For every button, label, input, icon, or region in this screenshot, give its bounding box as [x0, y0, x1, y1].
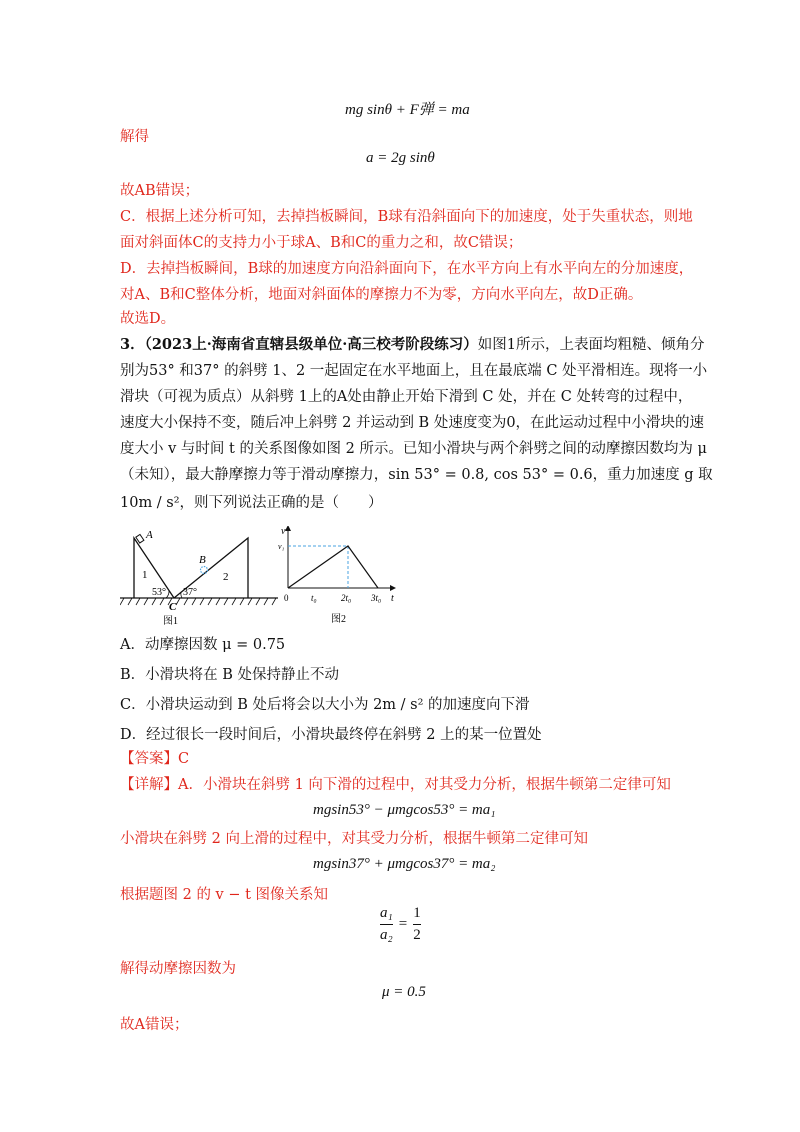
option-a: A．动摩擦因数 μ = 0.75: [120, 637, 286, 653]
question-3-line-1: [120, 334, 705, 356]
fraction-lhs-numerator: a₁: [380, 905, 393, 921]
equation-slide-up: mgsin37° + μmgcos37° = ma₂: [313, 856, 496, 872]
vt-relation-text: 根据题图 2 的 v − t 图像关系知: [120, 887, 329, 903]
question-source: （2023上·海南省直辖县级单位·高三校考阶段练习）: [144, 336, 478, 353]
question-3-line-7: 10m / s²，则下列说法正确的是（ ）: [120, 495, 383, 511]
option-d-explanation-2: 对A、B和C整体分析，地面对斜面体的摩擦力不为零，方向水平向左，故D正确。: [120, 287, 643, 303]
question-3-line-3: 滑块（可视为质点）从斜劈 1上的A处由静止开始下滑到 C 处，并在 C 处转弯的过程中，: [120, 389, 693, 405]
jie-de-label: 解得: [120, 129, 149, 145]
answer-value: C: [178, 751, 190, 767]
fig1-label-c: C: [169, 601, 177, 613]
question-3-line-2: 别为53° 和37° 的斜劈 1、2 一起固定在水平地面上，且在最底端 C 处平滑相连。现将一小: [120, 363, 708, 379]
option-c: C．小滑块运动到 B 处后将会以大小为 2m / s² 的加速度向下滑: [120, 697, 530, 713]
answer-label: 【答案】: [120, 751, 178, 767]
fig2-axis-v: v: [281, 526, 286, 537]
fig1-angle-37: 37°: [183, 587, 197, 598]
question-3-text-1: 如图1所示，上表面均粗糙、倾角分: [477, 337, 705, 353]
choose-d: 故选D。: [120, 311, 176, 327]
fig2-origin-label: 0: [284, 593, 289, 603]
fraction-rhs: [413, 905, 421, 944]
fraction-equals: =: [398, 916, 408, 932]
fig1-label-a: A: [146, 529, 153, 541]
equation-slide-down: mgsin53° − μmgcos53° = ma₁: [313, 802, 496, 818]
solve-mu-text: 解得动摩擦因数为: [120, 961, 236, 977]
fraction-lhs-denominator: a₂: [380, 927, 393, 943]
option-d: D．经过很长一段时间后，小滑块最终停在斜劈 2 上的某一位置处: [120, 727, 542, 743]
option-c-explanation-2: 面对斜面体C的支持力小于球A、B和C的重力之和，故C错误；: [120, 235, 523, 251]
fraction-rhs-numerator: 1: [413, 905, 421, 921]
option-c-explanation-1: C．根据上述分析可知，去掉挡板瞬间，B球有沿斜面向下的加速度，处于失重状态，则地: [120, 209, 693, 225]
question-3-line-4: 速度大小保持不变，随后冲上斜劈 2 并运动到 B 处速度变为0，在此运动过程中小滑块的速: [120, 415, 705, 431]
fig2-vt-series-line: [288, 546, 378, 588]
fig2-caption: 图2: [331, 614, 346, 625]
answer-line: [120, 748, 189, 770]
fig1-angle-53: 53°: [152, 587, 166, 598]
question-number: 3．: [120, 336, 145, 353]
question-3-line-6: （未知），最大静摩擦力等于滑动摩擦力，sin 53° = 0.8, cos 53° = 0.6，重力加速度 g 取: [120, 467, 713, 483]
equation-force-balance: mg sinθ + F弹 = ma: [345, 102, 470, 118]
fig2-axis-t: t: [391, 593, 394, 604]
conclusion-a: 故A错误；: [120, 1017, 189, 1033]
acceleration-ratio-fraction: [380, 905, 421, 944]
detail-a-text: A．小滑块在斜劈 1 向下滑的过程中，对其受力分析，根据牛顿第二定律可知: [178, 777, 671, 793]
fig2-tick-2t0: 2t₀: [341, 593, 352, 603]
fig1-label-b: B: [199, 554, 206, 566]
equation-acceleration: a = 2g sinθ: [366, 150, 435, 166]
detail-line-a: [120, 774, 671, 796]
fig2-tick-3t0: 3t₀: [371, 593, 382, 603]
conclusion-ab: 故AB错误；: [120, 183, 200, 199]
option-b: B．小滑块将在 B 处保持静止不动: [120, 667, 340, 683]
detail-slide-up: 小滑块在斜劈 2 向上滑的过程中，对其受力分析，根据牛顿第二定律可知: [120, 831, 588, 847]
fraction-rhs-denominator: 2: [413, 927, 421, 943]
fig1-label-2: 2: [223, 571, 229, 583]
fig2-tick-t0: t₀: [311, 593, 317, 603]
fig1-label-1: 1: [142, 569, 148, 581]
question-3-line-5: 度大小 v 与时间 t 的关系图像如图 2 所示。已知小滑块与两个斜劈之间的动摩擦因数均为 μ: [120, 441, 707, 457]
figure-1-inclines: [120, 526, 290, 626]
figure-2-vt-graph: [278, 526, 398, 626]
option-d-explanation-1: D．去掉挡板瞬间，B球的加速度方向沿斜面向下，在水平方向上有水平向左的分加速度，: [120, 261, 694, 277]
detail-label: 【详解】: [120, 777, 178, 793]
equation-mu-result: μ = 0.5: [382, 984, 426, 1000]
fig1-caption: 图1: [163, 616, 178, 626]
fig2-v1-label: v₁: [278, 542, 285, 551]
fraction-lhs: [380, 905, 393, 944]
